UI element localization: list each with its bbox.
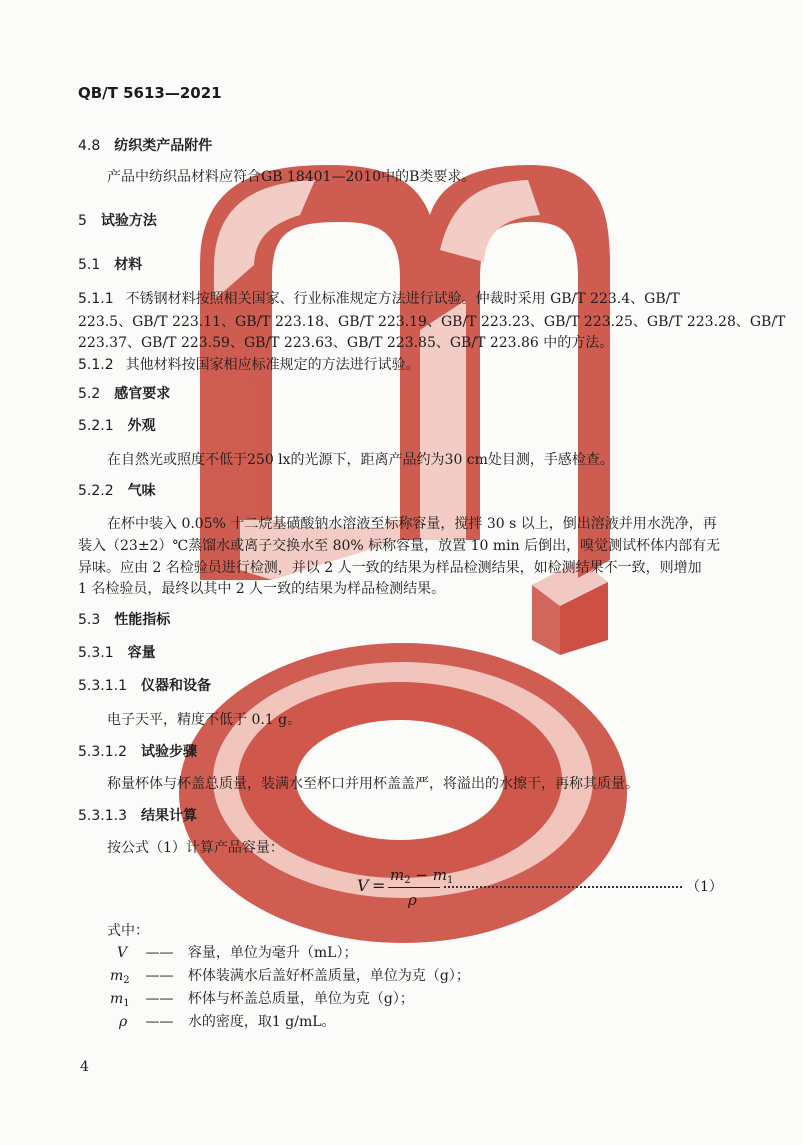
heading-5-3-1-1 — [78, 677, 211, 695]
symbol: m — [390, 866, 405, 884]
heading-number: 5.2.2 — [78, 483, 114, 499]
paragraph-5-1-1-line2: 223.5、GB/T 223.11、GB/T 223.18、GB/T 223.19、GB/T 223.23、GB/T 223.25、GB/T 223.28、GB/T — [78, 314, 786, 330]
heading-5-1 — [78, 256, 142, 274]
heading-title: 材料 — [114, 257, 143, 273]
paragraph-line: 1 名检验员，最终以其中 2 人一致的结果为样品检测结果。 — [78, 581, 446, 597]
leader-dots — [444, 886, 682, 888]
symbol: ρ — [119, 1014, 128, 1030]
paragraph: 称量杯体与杯盖总质量，装满水至杯口并用杯盖盖严，将溢出的水擦干，再称其质量。 — [107, 776, 639, 792]
paragraph: 按公式（1）计算产品容量： — [107, 840, 284, 856]
where-item-rho — [119, 1013, 336, 1031]
paragraph: 产品中纺织品材料应符合GB 18401—2010中的B类要求。 — [107, 169, 476, 185]
formula-lhs: V — [357, 876, 369, 895]
heading-number: 5.3.1 — [78, 645, 114, 661]
description: 容量，单位为毫升（mL）； — [187, 945, 358, 961]
paragraph-line: 装入（23±2）℃蒸馏水或离子交换水至 80% 标称容量，放置 10 min 后倒出，嗅觉测试杯体内部有无 — [78, 538, 721, 554]
paragraph-line: 异味。应由 2 名检验员进行检测，并以 2 人一致的结果为样品检测结果，如检测结果不一致，则增加 — [78, 560, 702, 576]
heading-title: 仪器和设备 — [140, 678, 211, 694]
dash: —— — [145, 1014, 174, 1030]
heading-title: 试验方法 — [100, 213, 157, 229]
heading-number: 5.1 — [78, 257, 101, 273]
fraction-bar — [388, 887, 440, 888]
heading-title: 容量 — [127, 645, 156, 661]
heading-number: 5.2 — [78, 386, 101, 402]
heading-4-8 — [78, 137, 212, 155]
heading-number: 5.3.1.1 — [78, 678, 127, 694]
heading-title: 试验步骤 — [140, 744, 197, 760]
where-intro: 式中： — [107, 923, 149, 939]
dash: —— — [145, 945, 174, 961]
symbol: m — [110, 991, 124, 1007]
paragraph-5-1-1-line3: 223.37、GB/T 223.59、GB/T 223.63、GB/T 223.85、GB/T 223.86 中的方法。 — [78, 335, 614, 351]
heading-title: 结果计算 — [140, 808, 197, 824]
heading-number: 4.8 — [78, 138, 101, 154]
where-item-m2 — [110, 967, 470, 990]
subscript: 1 — [123, 998, 130, 1009]
heading-number: 5.3 — [78, 612, 101, 628]
formula-denominator: ρ — [408, 891, 417, 909]
text: 其他材料按国家相应标准规定的方法进行试验。 — [125, 357, 420, 373]
description: 杯体装满水后盖好杯盖质量，单位为克（g）； — [187, 968, 470, 984]
subscript: 2 — [123, 975, 130, 986]
heading-number: 5 — [78, 213, 87, 229]
symbol: V — [117, 945, 128, 961]
standard-number: QB/T 5613—2021 — [78, 84, 222, 102]
paragraph-5-1-2 — [78, 356, 420, 374]
heading-5-2-2 — [78, 482, 156, 500]
heading-number: 5.3.1.2 — [78, 744, 127, 760]
clause-number: 5.1.2 — [78, 357, 114, 373]
heading-5 — [78, 212, 157, 230]
heading-5-2-1 — [78, 417, 156, 435]
text: 不锈钢材料按照相关国家、行业标准规定方法进行试验。仲裁时采用 GB/T 223.4、GB/T — [125, 291, 680, 307]
paragraph: 在自然光或照度不低于250 lx的光源下，距离产品约为30 cm处目测，手感检查。 — [107, 452, 614, 468]
heading-5-3-1-2 — [78, 743, 197, 761]
heading-5-2 — [78, 385, 170, 403]
heading-title: 外观 — [127, 418, 156, 434]
description: 水的密度，取1 g/mL。 — [187, 1014, 336, 1030]
heading-5-3-1 — [78, 644, 156, 662]
dash: —— — [145, 968, 174, 984]
formula-equals: = — [372, 876, 386, 895]
heading-number: 5.2.1 — [78, 418, 114, 434]
paragraph: 电子天平，精度不低于 0.1 g。 — [107, 712, 302, 728]
subscript: 2 — [404, 875, 411, 886]
formula-label: （1） — [686, 879, 723, 895]
minus-sign: − — [415, 866, 428, 884]
heading-number: 5.3.1.3 — [78, 808, 127, 824]
symbol: m — [110, 968, 124, 984]
paragraph-5-1-1-line1 — [78, 290, 680, 308]
heading-title: 性能指标 — [114, 612, 171, 628]
clause-number: 5.1.1 — [78, 291, 114, 307]
subscript: 1 — [446, 875, 454, 886]
heading-5-3-1-3 — [78, 807, 197, 825]
page-number: 4 — [80, 1059, 89, 1075]
heading-5-3 — [78, 611, 170, 629]
description: 杯体与杯盖总质量，单位为克（g）； — [187, 991, 414, 1007]
dash: —— — [145, 991, 174, 1007]
symbol: m — [432, 866, 447, 884]
paragraph-line: 在杯中装入 0.05% 十二烷基磺酸钠水溶液至标称容量，搅拌 30 s 以上，倒出溶液并用水洗净，再 — [107, 516, 717, 532]
where-item-m1 — [110, 990, 414, 1013]
heading-title: 纺织类产品附件 — [114, 138, 213, 154]
where-item-v — [117, 944, 357, 962]
heading-title: 感官要求 — [114, 386, 171, 402]
heading-title: 气味 — [127, 483, 156, 499]
